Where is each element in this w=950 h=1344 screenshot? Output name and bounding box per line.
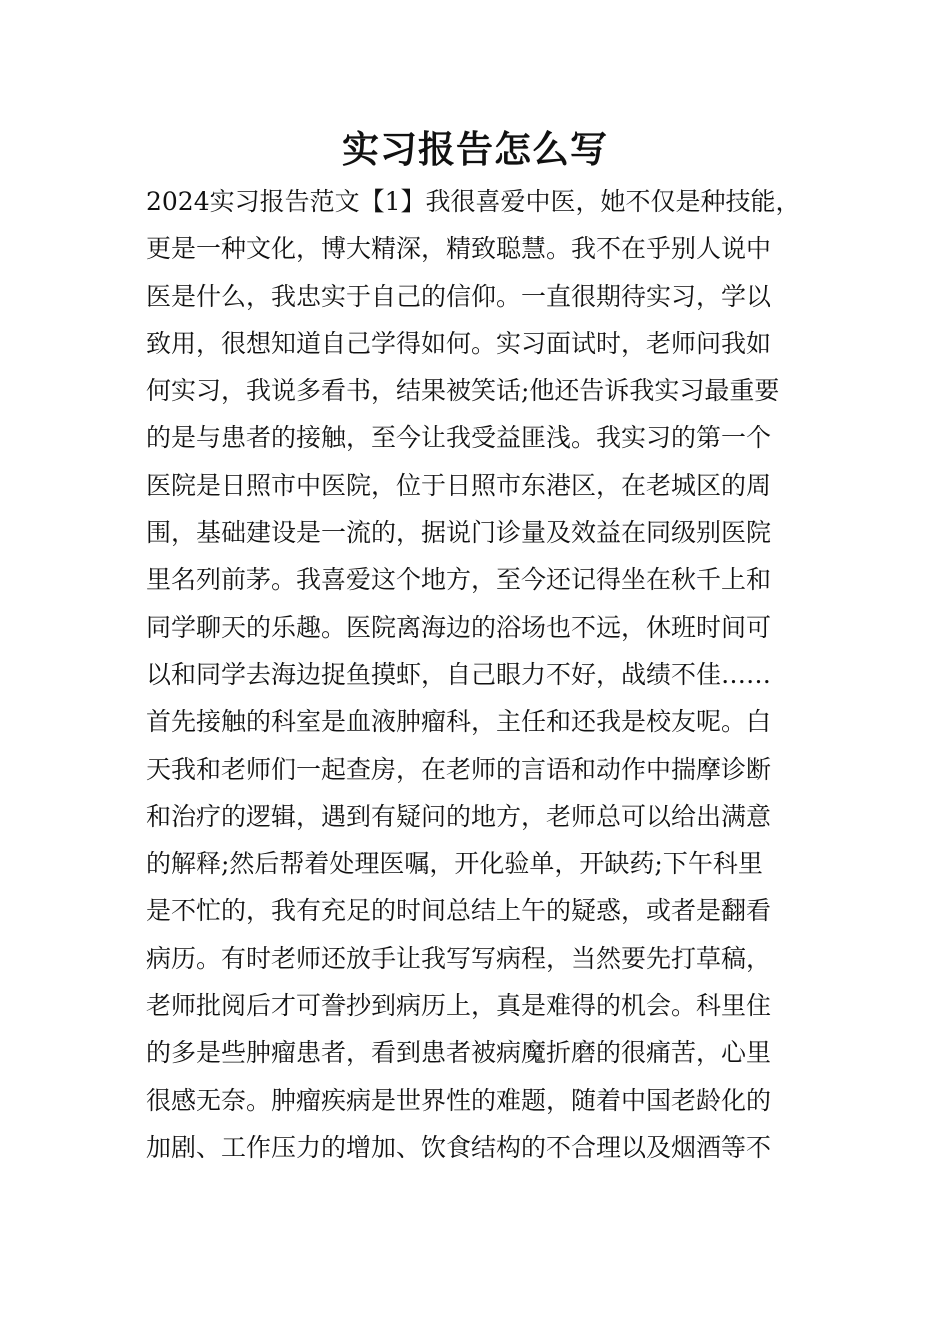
body-line: 医是什么，我忠实于自己的信仰。一直很期待实习，学以 [146,281,772,311]
body-line: 病历。有时老师还放手让我写写病程，当然要先打草稿， [146,943,772,973]
body-line: 的是与患者的接触，至今让我受益匪浅。我实习的第一个 [146,423,772,453]
body-line: 天我和老师们一起查房，在老师的言语和动作中揣摩诊断 [146,754,772,784]
body-line: 和治疗的逻辑，遇到有疑问的地方，老师总可以给出满意 [146,801,772,831]
body-line: 首先接触的科室是血液肿瘤科，主任和还我是校友呢。白 [146,707,772,737]
body-line: 围，基础建设是一流的，据说门诊量及效益在同级别医院 [146,518,772,548]
body-line: 医院是日照市中医院，位于日照市东港区，在老城区的周 [146,470,772,500]
body-line: 老师批阅后才可誊抄到病历上，真是难得的机会。科里住 [146,991,772,1021]
body-line: 是不忙的，我有充足的时间总结上午的疑惑，或者是翻看 [146,896,772,926]
document-body [146,178,810,1171]
body-line: 以和同学去海边捉鱼摸虾，自己眼力不好，战绩不佳…… [146,659,772,689]
document-title: 实习报告怎么写 [342,128,608,171]
body-line: 何实习，我说多看书，结果被笑话;他还告诉我实习最重要 [146,376,780,406]
body-line: 致用，很想知道自己学得如何。实习面试时，老师问我如 [146,328,772,358]
body-line: 加剧、工作压力的增加、饮食结构的不合理以及烟酒等不 [146,1132,772,1162]
body-line: 2024实习报告范文【1】我很喜爱中医，她不仅是种技能， [146,187,801,216]
body-line: 很感无奈。肿瘤疾病是世界性的难题，随着中国老龄化的 [146,1085,772,1115]
body-line: 更是一种文化，博大精深，精致聪慧。我不在乎别人说中 [146,234,772,264]
body-line: 里名列前茅。我喜爱这个地方，至今还记得坐在秋千上和 [146,565,772,595]
body-line: 的解释;然后帮着处理医嘱，开化验单，开缺药;下午科里 [146,849,763,879]
body-line: 的多是些肿瘤患者，看到患者被病魔折磨的很痛苦，心里 [146,1038,772,1068]
body-line: 同学聊天的乐趣。医院离海边的浴场也不远，休班时间可 [146,612,772,642]
